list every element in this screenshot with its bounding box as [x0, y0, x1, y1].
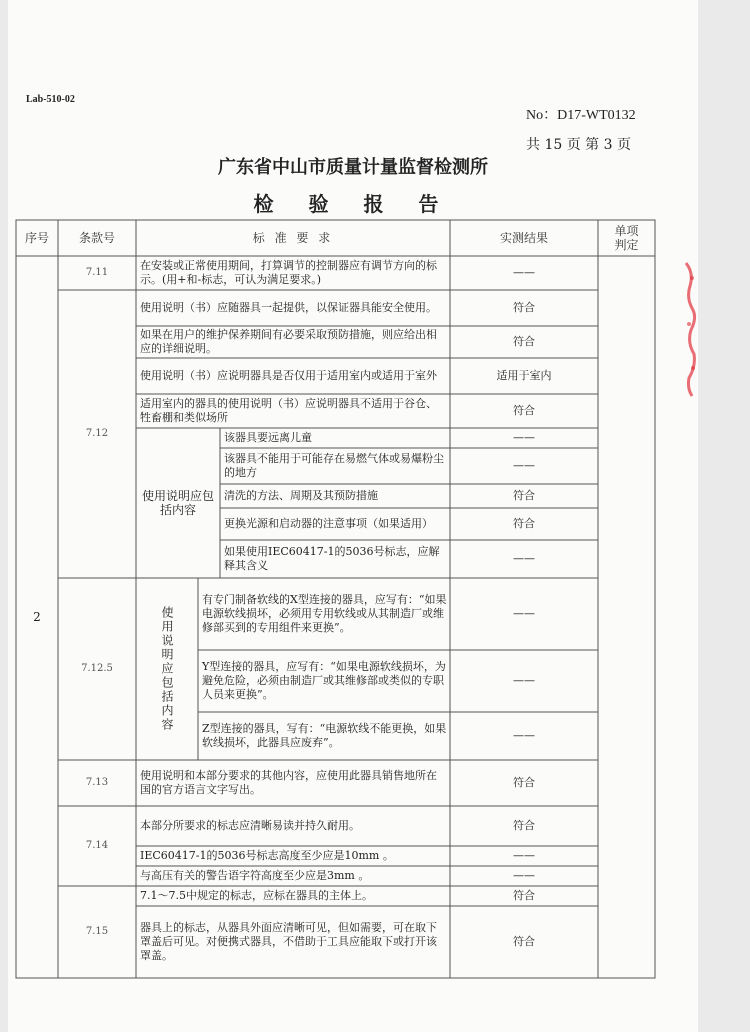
clause-number: 7.15: [85, 926, 109, 937]
result-cell: 符合: [513, 889, 535, 902]
report-page: [8, 0, 698, 1032]
requirement-cell: 使用说明（书）应说明器具是否仅用于适用室内或适用于室外: [140, 369, 437, 382]
requirement-cell: Z型连接的器具，写有：“电源软线不能更换，如果软线损坏，此器具应废弃”。: [202, 722, 447, 749]
result-cell: 符合: [513, 517, 535, 530]
result-cell: ——: [513, 869, 535, 882]
seq-number: 2: [33, 610, 41, 624]
clause-number: 7.12: [85, 428, 109, 439]
institute-name: 广东省中山市质量计量监督检测所: [218, 157, 488, 178]
requirement-cell: 适用室内的器具的使用说明（书）应说明器具不适用于谷仓、牲畜棚和类似场所: [140, 397, 437, 424]
requirement-cell: 该器具要远离儿童: [224, 431, 312, 444]
requirement-cell: 在安装或正常使用期间，打算调节的控制器应有调节方向的标示。(用+和-标志，可认为满足要求。): [140, 259, 437, 286]
requirement-cell: 清洗的方法、周期及其预防措施: [224, 489, 378, 502]
clause-number: 7.12.5: [81, 663, 113, 674]
col-header-requirement: 标 准 要 求: [252, 231, 334, 245]
result-cell: 符合: [513, 404, 535, 417]
seal-stamp-fragment: [684, 258, 698, 398]
clause-number: 7.14: [85, 840, 109, 851]
subsection-label-text: 使用说明应包括内容: [160, 606, 174, 732]
requirement-cell: 7.1～7.5中规定的标志，应标在器具的主体上。: [140, 889, 373, 902]
requirement-cell: 如果在用户的维护保养期间有必要采取预防措施，则应给出相应的详细说明。: [140, 328, 437, 355]
requirement-cell: 使用说明和本部分要求的其他内容，应使用此器具销售地所在国的官方语言文字写出。: [140, 769, 437, 796]
result-cell: ——: [513, 266, 535, 279]
result-cell: ——: [513, 552, 535, 565]
col-header-clause: 条款号: [78, 231, 115, 245]
requirement-cell: 本部分所要求的标志应清晰易读并持久耐用。: [140, 819, 360, 832]
result-cell: 符合: [513, 301, 535, 314]
report-title: 检 验 报 告: [253, 192, 453, 216]
result-cell: 符合: [513, 335, 535, 348]
subsection-label-vertical: [136, 578, 198, 760]
result-cell: ——: [513, 607, 535, 620]
col-header-result: 实测结果: [499, 231, 548, 245]
col-header-seq: 序号: [24, 231, 49, 245]
requirement-cell: Y型连接的器具，应写有：“如果电源软线损坏，为避免危险，必须由制造厂或其维修部或类似的专职人员来更换”。: [202, 660, 446, 701]
requirement-cell: 有专门制备软线的X型连接的器具，应写有：“如果电源软线损坏，必须用专用软线或从其制造厂或维修部买到的专用组件来更换”。: [202, 593, 447, 634]
clause-number: 7.11: [85, 267, 109, 278]
requirement-cell: 更换光源和启动器的注意事项（如果适用）: [224, 517, 433, 530]
requirement-cell: 如果使用IEC60417-1的5036号标志，应解释其含义: [224, 545, 440, 572]
result-cell: ——: [513, 431, 535, 444]
clause-number: 7.13: [85, 777, 109, 788]
requirement-cell: 该器具不能用于可能存在易燃气体或易爆粉尘的地方: [224, 452, 444, 479]
result-cell: 符合: [513, 819, 535, 832]
result-cell: 符合: [513, 776, 535, 789]
result-cell: ——: [513, 729, 535, 742]
result-cell: ——: [513, 459, 535, 472]
report-number: No：D17-WT0132: [526, 108, 636, 123]
result-cell: ——: [513, 674, 535, 687]
result-cell: ——: [513, 849, 535, 862]
result-cell: 符合: [513, 489, 535, 502]
col-header-verdict: 单项判定: [614, 224, 639, 252]
requirement-cell: IEC60417-1的5036号标志高度至少应是10mm 。: [140, 849, 394, 862]
result-cell: 符合: [513, 935, 535, 948]
page-count: 共 15 页 第 3 页: [526, 137, 631, 153]
requirement-cell: 与高压有关的警告语字符高度至少应是3mm 。: [140, 869, 370, 882]
requirement-cell: 器具上的标志，从器具外面应清晰可见，但如需要，可在取下罩盖后可见。对便携式器具，不借助于工具应能取下或打开该罩盖。: [140, 921, 437, 962]
result-cell: 适用于室内: [496, 369, 552, 382]
requirement-cell: 使用说明（书）应随器具一起提供，以保证器具能安全使用。: [140, 301, 437, 314]
subsection-label: 使用说明应包括内容: [141, 489, 214, 517]
form-code: Lab-510-02: [26, 94, 75, 105]
